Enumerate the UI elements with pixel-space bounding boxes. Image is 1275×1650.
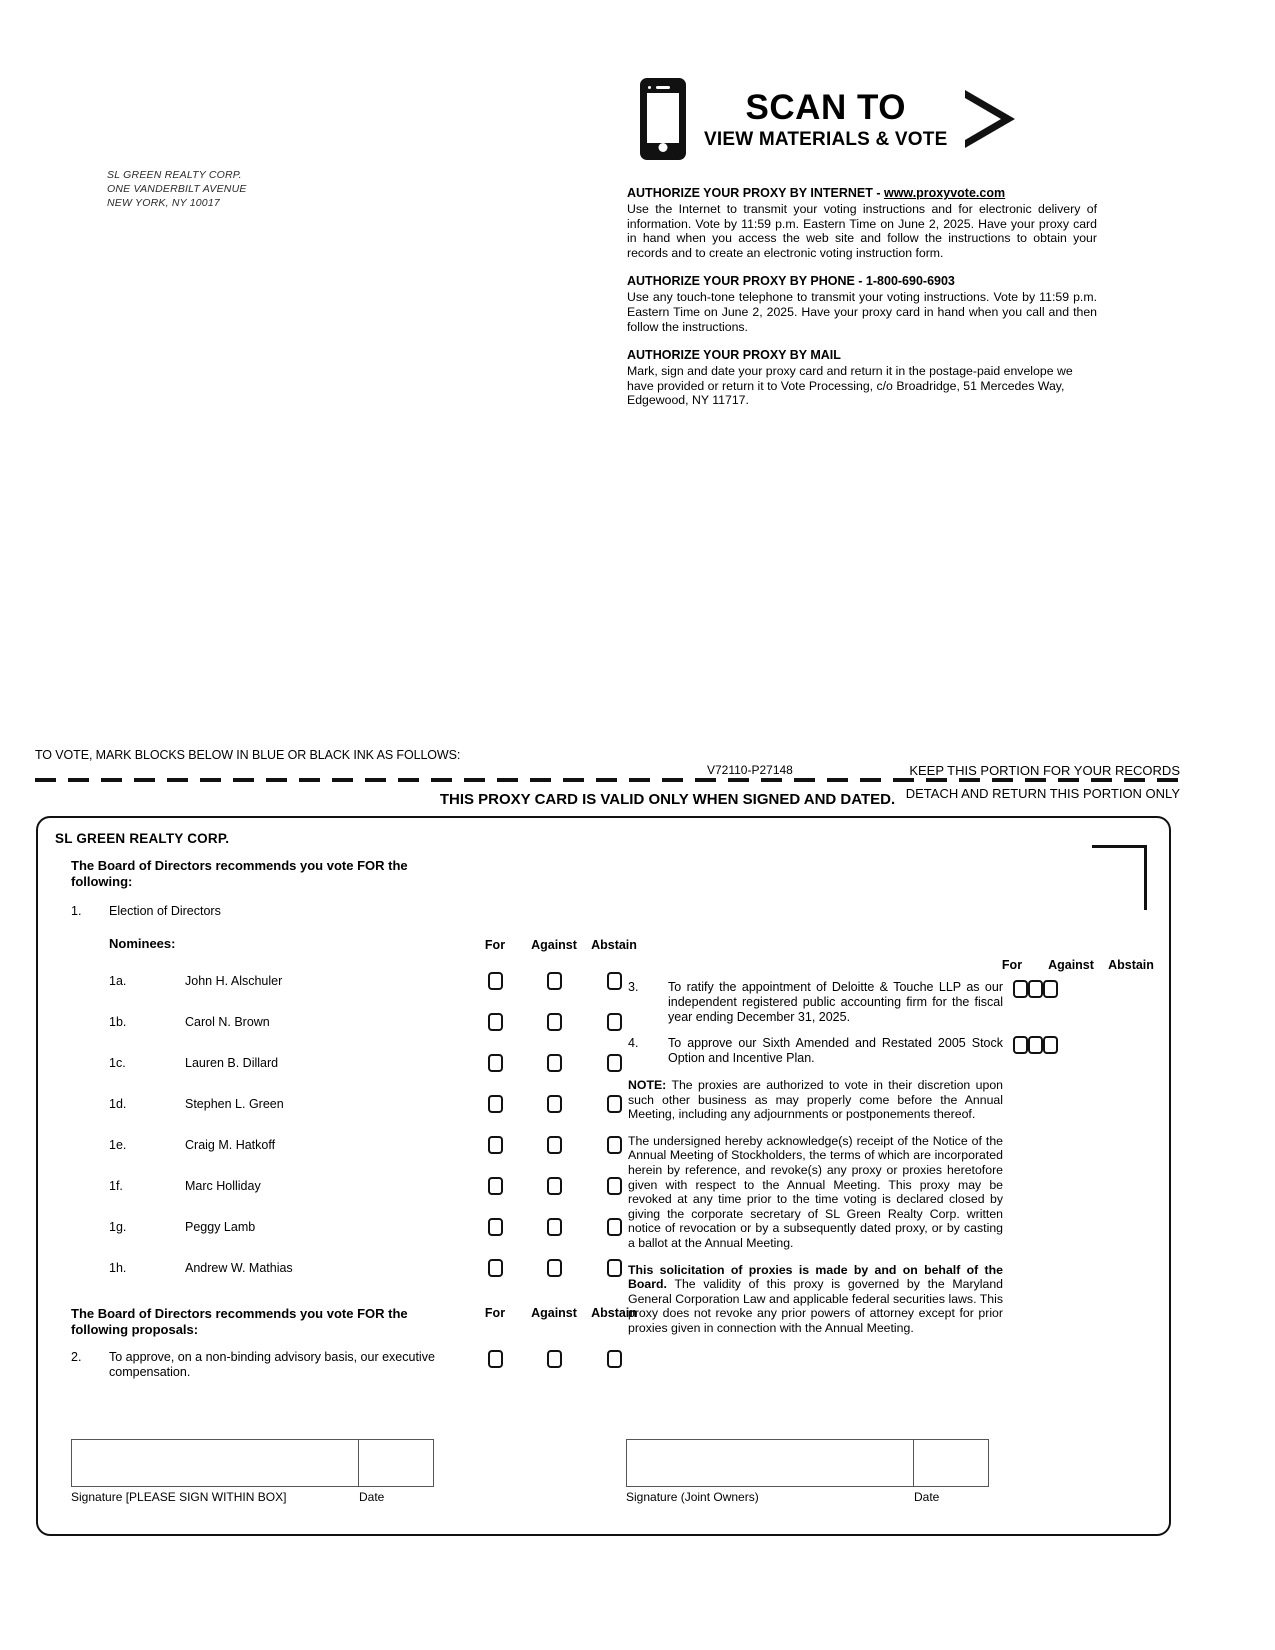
- column-header-for: For: [484, 938, 506, 952]
- nominee-vote-boxes: [475, 1218, 641, 1236]
- nominee-name: Carol N. Brown: [185, 1014, 270, 1029]
- method-mail-body: Mark, sign and date your proxy card and return it in the postage-paid envelope we have provided or return it to Vote Processing, c/o Broadridge, 51 Mercedes Way, Edgewood, NY 11717.: [627, 364, 1073, 408]
- checkbox-for[interactable]: [488, 1259, 503, 1277]
- nominee-list: [71, 960, 641, 1288]
- proposal-2-text: To approve, on a non-binding advisory basis, our executive compensation.: [109, 1350, 435, 1379]
- mark-instructions-text: TO VOTE, MARK BLOCKS BELOW IN BLUE OR BLACK INK AS FOLLOWS:: [35, 748, 461, 762]
- checkbox-against[interactable]: [547, 972, 562, 990]
- table-row: [71, 1083, 641, 1124]
- signature-block-primary: [71, 1439, 434, 1504]
- nominee-name: Craig M. Hatkoff: [185, 1137, 276, 1152]
- address-line-company: SL GREEN REALTY CORP.: [107, 169, 242, 181]
- checkbox-for[interactable]: [488, 1013, 503, 1031]
- scan-to-vote-text: [704, 87, 948, 150]
- checkbox-abstain[interactable]: [607, 1136, 622, 1154]
- date-input-primary[interactable]: [359, 1439, 434, 1487]
- checkbox-for[interactable]: [488, 1095, 503, 1113]
- note-label: NOTE:: [628, 1078, 667, 1092]
- solicitation-paragraph: [628, 1263, 1003, 1336]
- checkbox-for[interactable]: [488, 1218, 503, 1236]
- method-mail: [627, 348, 1097, 408]
- table-row: [71, 1247, 641, 1288]
- checkbox-abstain[interactable]: [607, 1013, 622, 1031]
- checkbox-against[interactable]: [1028, 1036, 1043, 1054]
- checkbox-for[interactable]: [1013, 1036, 1028, 1054]
- method-internet-title-prefix: AUTHORIZE YOUR PROXY BY INTERNET -: [627, 186, 884, 200]
- method-mail-title: AUTHORIZE YOUR PROXY BY MAIL: [627, 348, 841, 363]
- nominee-name: John H. Alschuler: [185, 973, 283, 988]
- signature-label-primary: Signature [PLEASE SIGN WITHIN BOX]: [71, 1490, 287, 1504]
- card-company-name: SL GREEN REALTY CORP.: [55, 831, 230, 846]
- nominee-vote-boxes: [475, 1177, 641, 1195]
- column-header-for: For: [484, 1306, 506, 1320]
- column-header-against: Against: [1048, 958, 1094, 972]
- checkbox-against[interactable]: [547, 1136, 562, 1154]
- method-phone-body: Use any touch-tone telephone to transmit your voting instructions. Vote by 11:59 p.m. Eastern Time on June 2, 2025. Have your proxy card in hand when you call and then follow the instructions.: [627, 290, 1097, 334]
- nominee-name: Lauren B. Dillard: [185, 1055, 279, 1070]
- checkbox-for[interactable]: [488, 1177, 503, 1195]
- checkbox-against[interactable]: [547, 1218, 562, 1236]
- keep-portion-text: KEEP THIS PORTION FOR YOUR RECORDS: [909, 763, 1180, 778]
- proposal-3-text: To ratify the appointment of Deloitte & Touche LLP as our independent registered public accounting firm for the fiscal year ending December 31, 2025.: [668, 980, 1003, 1024]
- checkbox-against[interactable]: [547, 1259, 562, 1277]
- table-row: [71, 960, 641, 1001]
- card-corner-mark: [1092, 845, 1147, 910]
- signature-input-joint[interactable]: [626, 1439, 914, 1487]
- signature-label-joint: Signature (Joint Owners): [626, 1490, 759, 1504]
- proposal-4-row: [628, 1036, 1158, 1066]
- checkbox-against[interactable]: [547, 1350, 562, 1368]
- checkbox-against[interactable]: [547, 1013, 562, 1031]
- checkbox-abstain[interactable]: [607, 1095, 622, 1113]
- nominee-id: 1e.: [109, 1137, 127, 1152]
- address-line-city: NEW YORK, NY 10017: [107, 197, 220, 209]
- proposal-2-vote-boxes: [475, 1350, 641, 1368]
- mobile-phone-icon: [640, 78, 686, 160]
- method-phone: [627, 274, 1097, 334]
- nominee-id: 1b.: [109, 1014, 127, 1029]
- undersigned-paragraph: The undersigned hereby acknowledge(s) receipt of the Notice of the Annual Meeting of Stockholders, the terms of which are incorporated herein by reference, and revoke(s) any proxy or proxies heretofore given with respect to the Annual Meeting. This proxy may be revoked at any time prior to the time voting is declared closed by giving the corporate secretary of SL Green Realty Corp. written notice of revocation or by a subsequently dated proxy, or by casting a ballot at the Annual Meeting.: [628, 1133, 1003, 1250]
- table-row: [71, 1001, 641, 1042]
- nominee-vote-boxes: [475, 1136, 641, 1154]
- proxy-card: [36, 816, 1171, 1536]
- checkbox-abstain[interactable]: [1043, 1036, 1058, 1054]
- proposal-4-vote-boxes: [1013, 1036, 1058, 1054]
- proposal-3-number: 3.: [628, 980, 639, 994]
- checkbox-abstain[interactable]: [607, 1259, 622, 1277]
- scan-to-line1: SCAN TO: [745, 87, 906, 127]
- checkbox-for[interactable]: [488, 1054, 503, 1072]
- signature-input-primary[interactable]: [71, 1439, 359, 1487]
- proposal-1-row: [71, 904, 641, 919]
- proposal-4-number: 4.: [628, 1036, 639, 1050]
- proxyvote-url-link[interactable]: www.proxyvote.com: [883, 186, 1006, 200]
- nominee-vote-boxes: [475, 972, 641, 990]
- checkbox-against[interactable]: [547, 1095, 562, 1113]
- date-input-joint[interactable]: [914, 1439, 989, 1487]
- detach-portion-text: DETACH AND RETURN THIS PORTION ONLY: [905, 786, 1180, 801]
- nominee-vote-boxes: [475, 1013, 641, 1031]
- nominees-label: Nominees:: [109, 936, 176, 951]
- scan-to-vote-header: [640, 78, 1015, 160]
- date-label-joint: Date: [914, 1490, 940, 1504]
- method-internet-title: [627, 186, 1097, 201]
- nominee-name: Andrew W. Mathias: [185, 1260, 293, 1275]
- solicitation-bold-text: This solicitation of proxies is made by and on behalf of the Board.: [628, 1262, 1003, 1292]
- checkbox-against[interactable]: [1028, 980, 1043, 998]
- play-triangle-icon: [965, 90, 1015, 148]
- column-header-abstain: Abstain: [591, 938, 637, 952]
- date-label-primary: Date: [359, 1490, 385, 1504]
- method-phone-title: AUTHORIZE YOUR PROXY BY PHONE - 1-800-690-6903: [627, 274, 955, 289]
- table-row: [71, 1165, 641, 1206]
- column-header-against: Against: [531, 1306, 577, 1320]
- checkbox-for[interactable]: [1013, 980, 1028, 998]
- voting-methods: [627, 186, 1097, 422]
- nominee-vote-boxes: [475, 1095, 641, 1113]
- method-internet-body: Use the Internet to transmit your voting instructions and for electronic delivery of information. Vote by 11:59 p.m. Eastern Time on June 2, 2025. Have your proxy card in hand when you access the web site and follow the instructions to obtain your records and to create an electronic voting instruction form.: [627, 202, 1097, 260]
- checkbox-for[interactable]: [488, 1136, 503, 1154]
- detach-dashed-line: [35, 778, 1180, 782]
- checkbox-abstain[interactable]: [607, 1218, 622, 1236]
- table-row: [71, 1124, 641, 1165]
- checkbox-abstain[interactable]: [607, 1350, 622, 1368]
- checkbox-for[interactable]: [488, 972, 503, 990]
- nominee-id: 1d.: [109, 1096, 127, 1111]
- nominee-id: 1f.: [109, 1178, 123, 1193]
- checkbox-abstain[interactable]: [1043, 980, 1058, 998]
- nominee-name: Stephen L. Green: [185, 1096, 284, 1111]
- method-internet: [627, 186, 1097, 260]
- checkbox-against[interactable]: [547, 1177, 562, 1195]
- checkbox-abstain[interactable]: [607, 972, 622, 990]
- proxy-valid-note: THIS PROXY CARD IS VALID ONLY WHEN SIGNED AND DATED.: [439, 791, 896, 808]
- card-right-column: [628, 958, 1158, 1336]
- card-left-column: [71, 858, 641, 1380]
- nominee-name: Peggy Lamb: [185, 1219, 256, 1234]
- recommendation-header-2: The Board of Directors recommends you vote FOR the following proposals:: [71, 1306, 408, 1337]
- note-paragraph: [628, 1078, 1003, 1122]
- proposal-2-number: 2.: [71, 1350, 82, 1364]
- nominee-name: Marc Holliday: [185, 1178, 261, 1193]
- signature-block-joint: [626, 1439, 989, 1504]
- scan-to-line2: VIEW MATERIALS & VOTE: [704, 128, 948, 150]
- proposal-3-vote-boxes: [1013, 980, 1058, 998]
- proposal-1-text: Election of Directors: [109, 904, 221, 918]
- shareholder-address-block: [107, 168, 247, 210]
- nominee-id: 1c.: [109, 1055, 126, 1070]
- note-text: The proxies are authorized to vote in their discretion upon such other business as may properly come before the Annual Meeting, including any adjournments or postponements thereof.: [628, 1078, 1003, 1122]
- nominee-id: 1h.: [109, 1260, 127, 1275]
- proposal-2-row: [71, 1350, 641, 1380]
- proposal-1-number: 1.: [71, 904, 82, 918]
- address-line-street: ONE VANDERBILT AVENUE: [107, 183, 247, 195]
- vote-column-headers-right: [628, 958, 1158, 972]
- recommendation-header-1: The Board of Directors recommends you vote FOR the following:: [71, 858, 408, 889]
- proposal-3-row: [628, 980, 1158, 1025]
- column-header-abstain: Abstain: [1108, 958, 1154, 972]
- solicitation-text: The validity of this proxy is governed by the Maryland General Corporation Law and applicable federal securities laws. This proxy does not revoke any prior powers of attorney except for prior proxies given in connection with the Annual Meeting.: [628, 1277, 1003, 1335]
- vote-column-headers-proposals: [475, 1306, 641, 1320]
- checkbox-against[interactable]: [547, 1054, 562, 1072]
- checkbox-for[interactable]: [488, 1350, 503, 1368]
- column-header-for: For: [1001, 958, 1023, 972]
- nominee-vote-boxes: [475, 1259, 641, 1277]
- nominee-vote-boxes: [475, 1054, 641, 1072]
- checkbox-abstain[interactable]: [607, 1177, 622, 1195]
- checkbox-abstain[interactable]: [607, 1054, 622, 1072]
- control-number: V72110-P27148: [707, 763, 793, 777]
- nominee-id: 1a.: [109, 973, 127, 988]
- proposal-4-text: To approve our Sixth Amended and Restated 2005 Stock Option and Incentive Plan.: [668, 1036, 1003, 1065]
- table-row: [71, 1042, 641, 1083]
- nominee-id: 1g.: [109, 1219, 127, 1234]
- column-header-against: Against: [531, 938, 577, 952]
- table-row: [71, 1206, 641, 1247]
- column-header-abstain: Abstain: [591, 1306, 637, 1320]
- vote-column-headers-nominees: [475, 938, 641, 952]
